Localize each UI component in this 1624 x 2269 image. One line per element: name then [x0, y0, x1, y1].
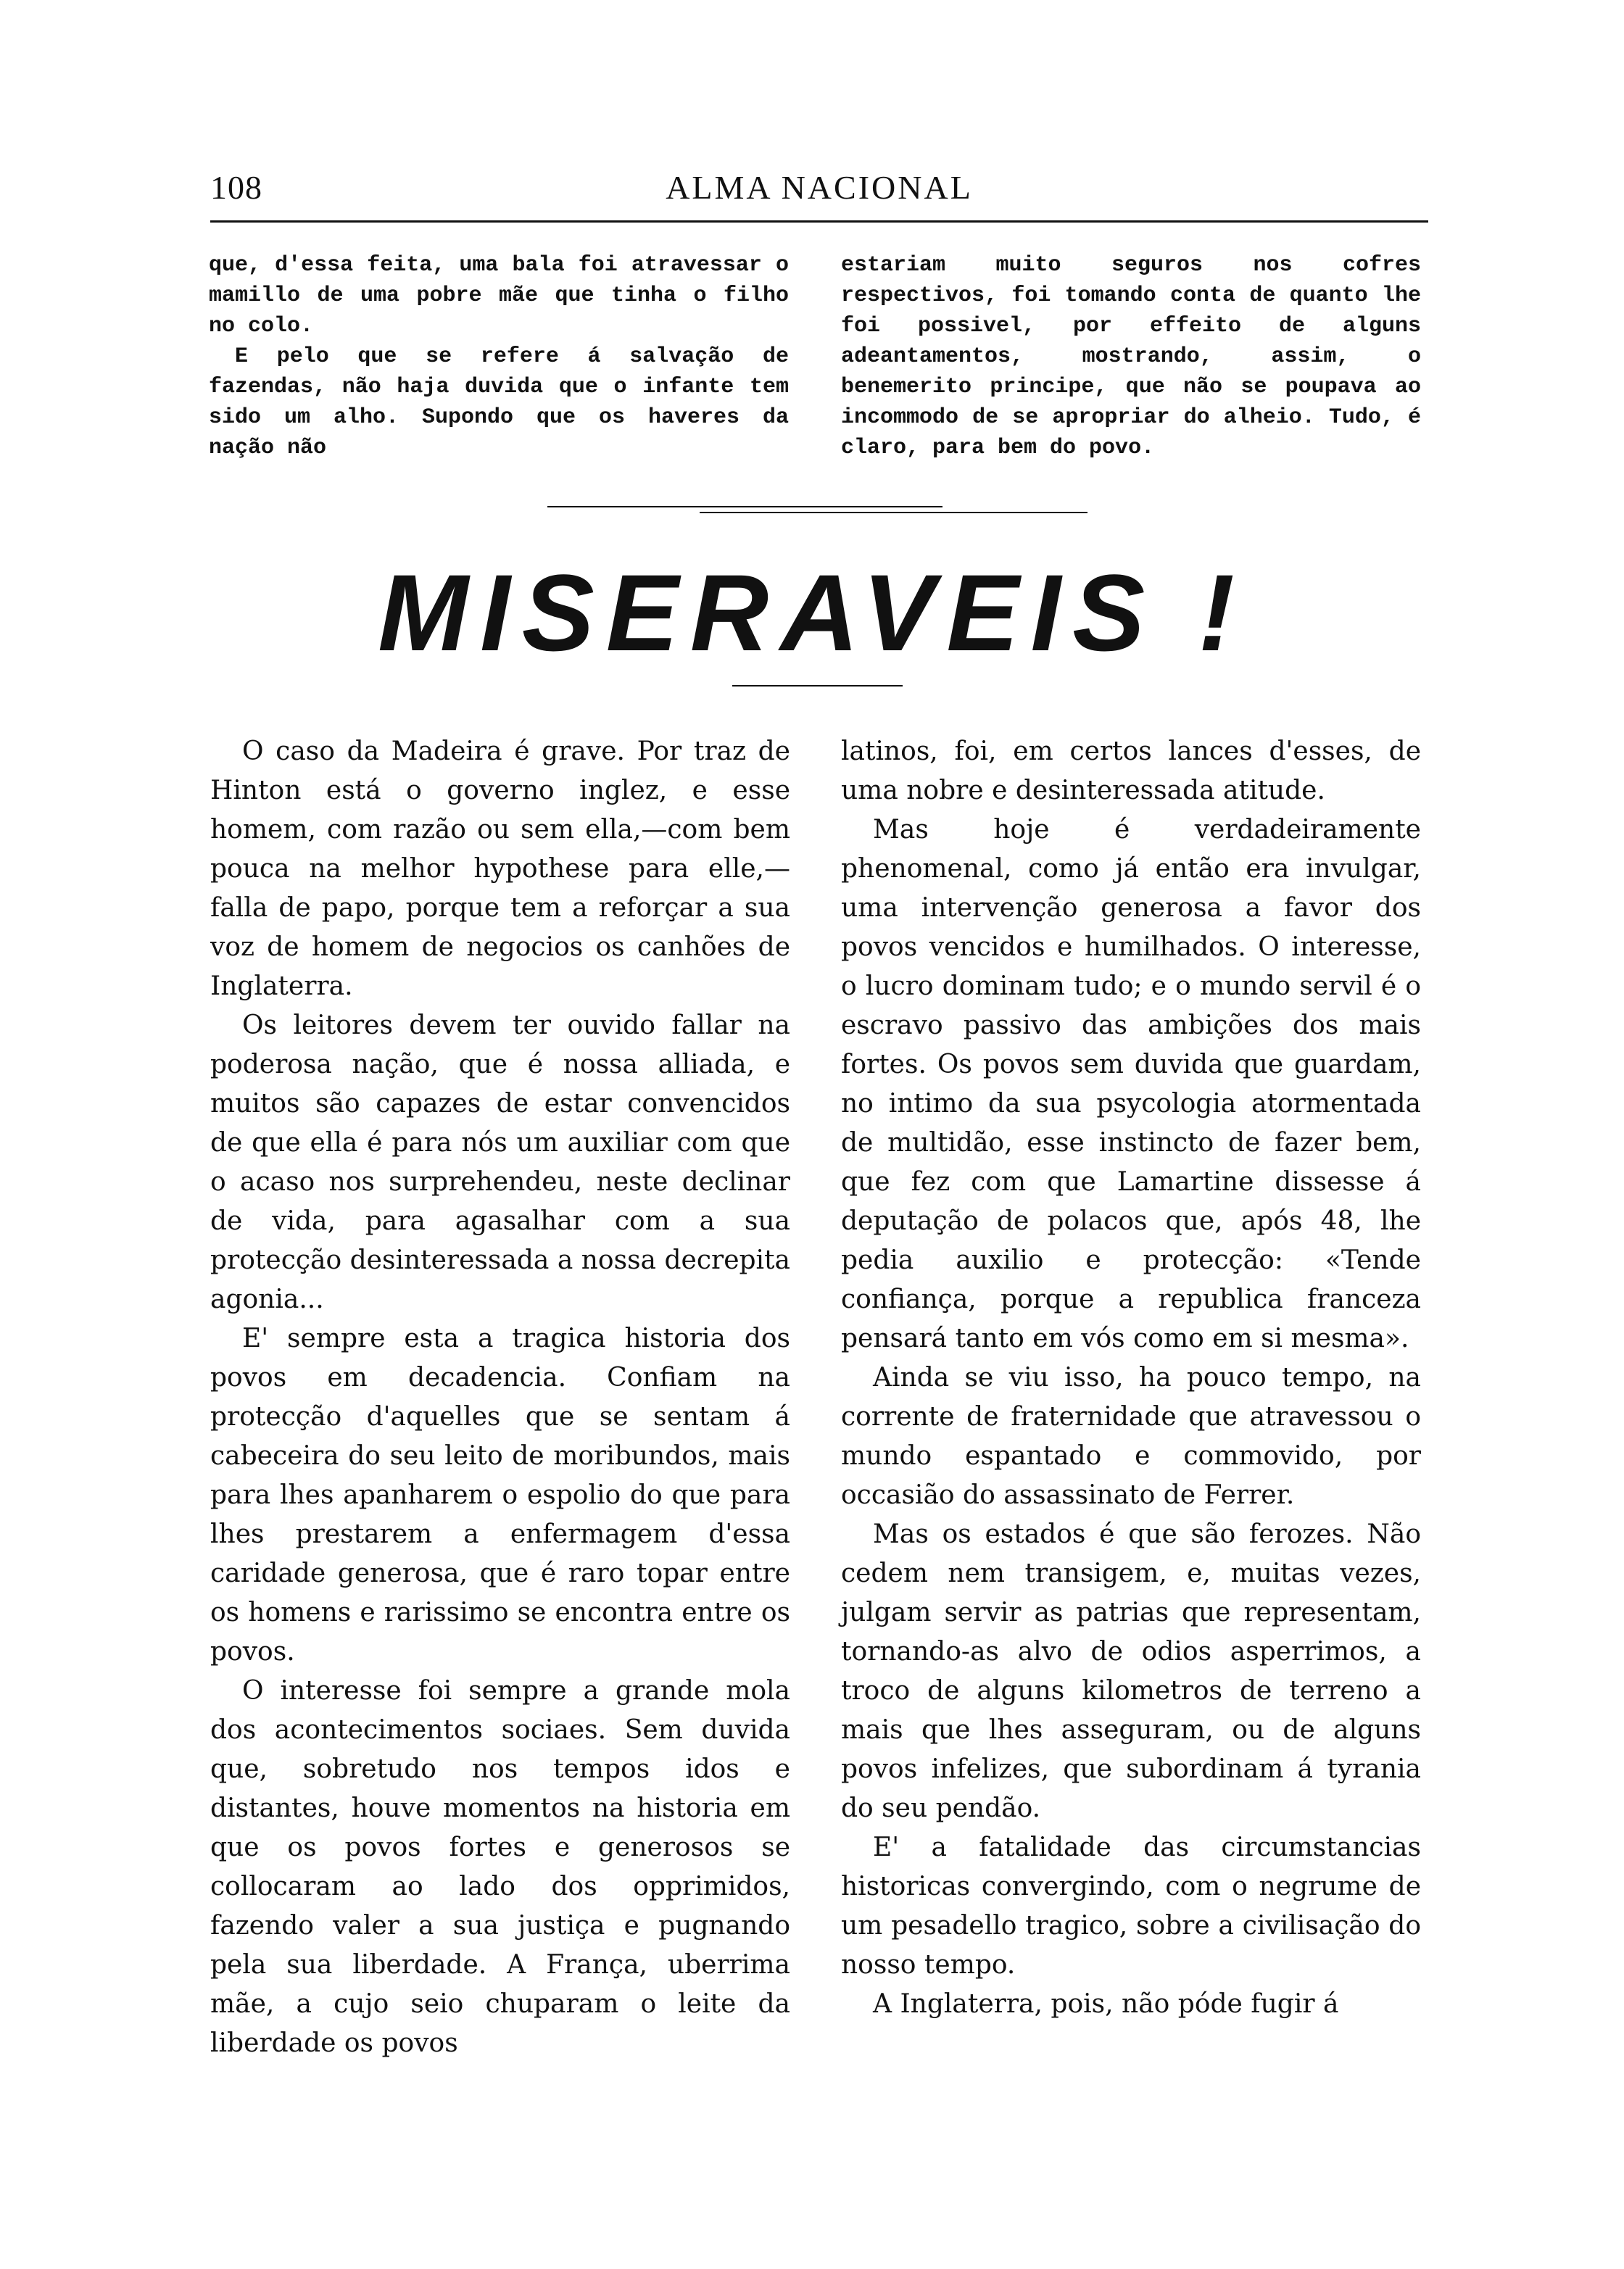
previous-article-left-column: [209, 250, 789, 463]
article-continuation: latinos, foi, em certos lances d'esses, de uma nobre e desinteressada atitude.: [841, 737, 1421, 805]
article-paragraph: Mas os estados é que são ferozes. Não cedem nem transigem, e, muitas vezes, julgam servir as patrias que representam, tornando-as alvo de odios asperrimos, a troco de alguns kilometros de terreno a mais que lhes asseguram, ou de alguns povos infelizes, que subordinam á tyrania do seu pendão.: [841, 1519, 1421, 1823]
article-left-column: [210, 732, 790, 2063]
previous-article-paragraph: estariam muito seguros nos cofres respectivos, foi tomando conta de quanto lhe foi possivel, por effeito de alguns adeantamentos, mostrando, assim, o benemerito principe, que não se poupava ao incommodo de se apropriar do alheio. Tudo, é claro, para bem do povo.: [841, 253, 1421, 460]
article-paragraph: Ainda se viu isso, ha pouco tempo, na corrente de fraternidade que atravessou o mundo espantado e commovido, por occasião do assassinato de Ferrer.: [841, 1363, 1421, 1510]
header-rule: [210, 220, 1428, 223]
ornamental-rule: [547, 506, 942, 507]
running-head: [210, 168, 1428, 219]
previous-article-paragraph: E pelo que se refere á salvação de fazendas, não haja duvida que o infante tem sido um alho. Supondo que os haveres da nação não: [209, 344, 789, 460]
article-title: MISERAVEIS !: [378, 552, 1246, 673]
previous-article-right-column: [841, 250, 1421, 463]
previous-article-paragraph: que, d'essa feita, uma bala foi atravessar o mamillo de uma pobre mãe que tinha o filho no colo.: [209, 253, 789, 339]
article-paragraph: Mas hoje é verdadeiramente phenomenal, como já então era invulgar, uma intervenção generosa a favor dos povos vencidos e humilhados. O interesse, o lucro dominam tudo; e o mundo servil é o escravo passivo das ambições dos mais fortes. Os povos sem duvida que guardam, no intimo da sua psycologia atormentada de multidão, esse instincto de fazer bem, que fez com que Lamartine dissesse á deputação de polacos que, após 48, lhe pedia auxilio e protecção: «Tende confiança, porque a republica franceza pensará tanto em vós como em si mesma».: [841, 815, 1421, 1353]
article-paragraph: Os leitores devem ter ouvido fallar na poderosa nação, que é nossa alliada, e muitos são capazes de estar convencidos de que ella é para nós um auxiliar com que o acaso nos surprehendeu, neste declinar de vida, para agasalhar com a sua protecção desinteressada a nossa decrepita agonia...: [210, 1011, 790, 1314]
title-rule: [732, 685, 903, 686]
ornamental-rule: [700, 512, 1088, 513]
article-paragraph: E' sempre esta a tragica historia dos povos em decadencia. Confiam na protecção d'aquelles que se sentam á cabeceira do seu leito de moribundos, mais para lhes apanharem o espolio do que para lhes prestarem a enfermagem d'essa caridade generosa, que é raro topar entre os homens e rarissimo se encontra entre os povos.: [210, 1324, 790, 1667]
journal-title: ALMA NACIONAL: [666, 169, 973, 206]
article-paragraph: O interesse foi sempre a grande mola dos acontecimentos sociaes. Sem duvida que, sobretudo nos tempos idos e distantes, houve momentos na historia em que os povos fortes e generosos se collocaram ao lado dos opprimidos, fazendo valer a sua justiça e pugnando pela sua liberdade. A França, uberrima mãe, a cujo seio chuparam o leite da liberdade os povos: [210, 1676, 790, 2058]
article-paragraph: A Inglaterra, pois, não póde fugir á: [873, 1989, 1339, 2019]
article-paragraph: E' a fatalidade das circumstancias historicas convergindo, com o negrume de um pesadello tragico, sobre a civilisação do nosso tempo.: [841, 1833, 1421, 1980]
page-number: 108: [210, 169, 262, 206]
article-right-column: [841, 732, 1421, 2024]
article-paragraph: O caso da Madeira é grave. Por traz de Hinton está o governo inglez, e esse homem, com razão ou sem ella,—com bem pouca na melhor hypothese para elle,— falla de papo, porque tem a reforçar a sua voz de homem de negocios os canhões de Inglaterra.: [210, 737, 790, 1001]
